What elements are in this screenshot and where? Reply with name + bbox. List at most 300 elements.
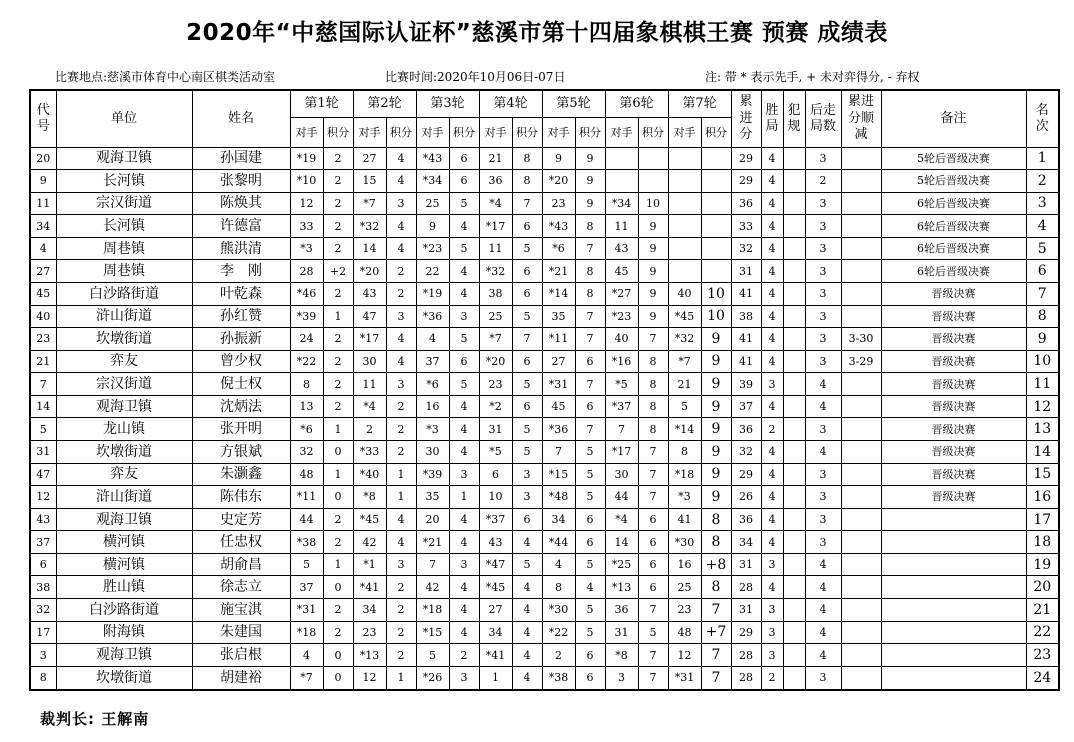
round-3-opponent: *26 bbox=[416, 666, 449, 690]
player-code: 34 bbox=[30, 215, 56, 238]
table-row bbox=[30, 486, 1059, 509]
round-5-opponent: 2 bbox=[542, 644, 575, 667]
round-3-points: 2 bbox=[449, 644, 479, 667]
round-5-points: 6 bbox=[575, 666, 605, 690]
second-move-count: 4 bbox=[805, 644, 841, 667]
round-3-points: 4 bbox=[449, 418, 479, 441]
fouls-count bbox=[783, 621, 805, 644]
round-3-opponent: 25 bbox=[416, 192, 449, 215]
round-4-opponent: *5 bbox=[479, 441, 512, 464]
round-4-points: 8 bbox=[512, 147, 542, 170]
round-7-opponent: 41 bbox=[668, 508, 701, 531]
order-reduction: 3-29 bbox=[841, 350, 881, 373]
player-code: 32 bbox=[30, 599, 56, 622]
rank: 11 bbox=[1026, 373, 1059, 396]
header-round-7: 第7轮 bbox=[668, 90, 731, 117]
round-4-points: 3 bbox=[512, 463, 542, 486]
round-1-opponent: *18 bbox=[290, 621, 323, 644]
player-name: 叶乾森 bbox=[192, 282, 290, 305]
round-1-opponent: *19 bbox=[290, 147, 323, 170]
round-3-points: 1 bbox=[449, 486, 479, 509]
cumulative-score: 36 bbox=[731, 192, 761, 215]
round-2-opponent: *32 bbox=[353, 215, 386, 238]
round-1-opponent: *46 bbox=[290, 282, 323, 305]
round-5-opponent: *15 bbox=[542, 463, 575, 486]
round-3-opponent: *3 bbox=[416, 418, 449, 441]
remark: 晋级决赛 bbox=[881, 486, 1026, 509]
legend-note: 注: 带 * 表示先手, + 未对弈得分, - 弃权 bbox=[705, 70, 920, 84]
round-4-opponent: 31 bbox=[479, 418, 512, 441]
round-1-opponent: *3 bbox=[290, 237, 323, 260]
cumulative-score: 36 bbox=[731, 418, 761, 441]
round-1-points: 2 bbox=[323, 395, 353, 418]
round-4-points: 4 bbox=[512, 666, 542, 690]
round-3-points: 4 bbox=[449, 260, 479, 283]
round-3-points: 4 bbox=[449, 531, 479, 554]
round-3-points: 4 bbox=[449, 395, 479, 418]
player-unit: 周巷镇 bbox=[56, 237, 192, 260]
player-unit: 长河镇 bbox=[56, 170, 192, 193]
round-5-points: 7 bbox=[575, 373, 605, 396]
round-1-points: 2 bbox=[323, 170, 353, 193]
header-opponent: 对手 bbox=[605, 117, 638, 147]
remark bbox=[881, 599, 1026, 622]
player-code: 3 bbox=[30, 644, 56, 667]
round-2-points: 4 bbox=[386, 215, 416, 238]
table-row bbox=[30, 147, 1059, 170]
round-2-points: 4 bbox=[386, 147, 416, 170]
wins-count: 4 bbox=[761, 305, 783, 328]
table-row bbox=[30, 576, 1059, 599]
round-2-opponent: *13 bbox=[353, 644, 386, 667]
round-4-points: 5 bbox=[512, 418, 542, 441]
cumulative-score: 28 bbox=[731, 576, 761, 599]
player-name: 孙国建 bbox=[192, 147, 290, 170]
round-6-opponent: *37 bbox=[605, 395, 638, 418]
results-table bbox=[29, 89, 1060, 691]
player-name: 张开明 bbox=[192, 418, 290, 441]
player-code: 38 bbox=[30, 576, 56, 599]
second-move-count: 3 bbox=[805, 350, 841, 373]
round-1-points: 2 bbox=[323, 328, 353, 351]
table-row bbox=[30, 215, 1059, 238]
round-4-opponent: *20 bbox=[479, 350, 512, 373]
round-1-opponent: 5 bbox=[290, 553, 323, 576]
round-5-points: 6 bbox=[575, 531, 605, 554]
remark: 晋级决赛 bbox=[881, 305, 1026, 328]
round-4-points: 6 bbox=[512, 350, 542, 373]
round-2-opponent: 23 bbox=[353, 621, 386, 644]
fouls-count bbox=[783, 192, 805, 215]
second-move-count: 3 bbox=[805, 508, 841, 531]
round-1-opponent: *39 bbox=[290, 305, 323, 328]
round-7-points: 10 bbox=[701, 305, 731, 328]
remark: 晋级决赛 bbox=[881, 350, 1026, 373]
round-1-points: 2 bbox=[323, 350, 353, 373]
table-row bbox=[30, 418, 1059, 441]
round-3-points: 4 bbox=[449, 599, 479, 622]
round-6-points: 6 bbox=[638, 531, 668, 554]
order-reduction bbox=[841, 418, 881, 441]
round-6-points bbox=[638, 147, 668, 170]
round-5-points: 4 bbox=[575, 576, 605, 599]
chief-judge: 裁判长: 王解南 bbox=[40, 710, 150, 728]
round-5-points: 6 bbox=[575, 644, 605, 667]
round-6-opponent: *5 bbox=[605, 373, 638, 396]
round-1-points: 2 bbox=[323, 282, 353, 305]
round-6-points: 6 bbox=[638, 553, 668, 576]
round-5-opponent: 9 bbox=[542, 147, 575, 170]
cumulative-score: 38 bbox=[731, 305, 761, 328]
table-row bbox=[30, 463, 1059, 486]
round-7-points: 8 bbox=[701, 531, 731, 554]
round-7-points bbox=[701, 260, 731, 283]
round-7-points: 9 bbox=[701, 328, 731, 351]
second-move-count: 4 bbox=[805, 373, 841, 396]
player-unit: 坎墩街道 bbox=[56, 441, 192, 464]
page-title: 2020年“中慈国际认证杯”慈溪市第十四届象棋棋王赛 预赛 成绩表 bbox=[186, 20, 888, 46]
cumulative-score: 31 bbox=[731, 599, 761, 622]
order-reduction bbox=[841, 215, 881, 238]
fouls-count bbox=[783, 237, 805, 260]
player-name: 孙红赞 bbox=[192, 305, 290, 328]
round-4-opponent: 21 bbox=[479, 147, 512, 170]
player-code: 17 bbox=[30, 621, 56, 644]
cumulative-score: 28 bbox=[731, 644, 761, 667]
second-move-count: 3 bbox=[805, 305, 841, 328]
round-5-opponent: 27 bbox=[542, 350, 575, 373]
order-reduction bbox=[841, 553, 881, 576]
round-1-opponent: 44 bbox=[290, 508, 323, 531]
fouls-count bbox=[783, 508, 805, 531]
round-4-opponent: 36 bbox=[479, 170, 512, 193]
round-4-points: 5 bbox=[512, 237, 542, 260]
order-reduction bbox=[841, 170, 881, 193]
round-3-opponent: 37 bbox=[416, 350, 449, 373]
header-points: 积分 bbox=[701, 117, 731, 147]
fouls-count bbox=[783, 666, 805, 690]
wins-count: 4 bbox=[761, 215, 783, 238]
cumulative-score: 37 bbox=[731, 395, 761, 418]
order-reduction bbox=[841, 576, 881, 599]
second-move-count: 3 bbox=[805, 237, 841, 260]
round-6-opponent: 31 bbox=[605, 621, 638, 644]
rank: 23 bbox=[1026, 644, 1059, 667]
round-4-opponent: *32 bbox=[479, 260, 512, 283]
wins-count: 2 bbox=[761, 418, 783, 441]
round-3-opponent: *6 bbox=[416, 373, 449, 396]
round-7-points: 9 bbox=[701, 350, 731, 373]
round-5-points: 9 bbox=[575, 170, 605, 193]
player-name: 沈炳法 bbox=[192, 395, 290, 418]
round-3-opponent: 22 bbox=[416, 260, 449, 283]
fouls-count bbox=[783, 147, 805, 170]
table-row bbox=[30, 441, 1059, 464]
round-3-points: 4 bbox=[449, 576, 479, 599]
cumulative-score: 33 bbox=[731, 215, 761, 238]
round-1-opponent: 48 bbox=[290, 463, 323, 486]
round-7-opponent: *7 bbox=[668, 350, 701, 373]
header-code: 代号 bbox=[30, 90, 56, 147]
round-4-points: 6 bbox=[512, 260, 542, 283]
round-6-opponent: 40 bbox=[605, 328, 638, 351]
round-5-points: 5 bbox=[575, 621, 605, 644]
table-row bbox=[30, 350, 1059, 373]
player-unit: 观海卫镇 bbox=[56, 508, 192, 531]
player-name: 施宝淇 bbox=[192, 599, 290, 622]
player-name: 孙振新 bbox=[192, 328, 290, 351]
player-unit: 龙山镇 bbox=[56, 418, 192, 441]
remark bbox=[881, 553, 1026, 576]
round-2-points: 3 bbox=[386, 373, 416, 396]
round-4-opponent: 10 bbox=[479, 486, 512, 509]
round-6-opponent: *8 bbox=[605, 644, 638, 667]
round-4-points: 6 bbox=[512, 282, 542, 305]
round-7-opponent: 8 bbox=[668, 441, 701, 464]
round-4-opponent: 38 bbox=[479, 282, 512, 305]
round-3-opponent: 4 bbox=[416, 328, 449, 351]
remark bbox=[881, 508, 1026, 531]
player-code: 45 bbox=[30, 282, 56, 305]
round-5-opponent: *20 bbox=[542, 170, 575, 193]
order-reduction bbox=[841, 463, 881, 486]
player-unit: 浒山街道 bbox=[56, 486, 192, 509]
fouls-count bbox=[783, 463, 805, 486]
remark: 6轮后晋级决赛 bbox=[881, 215, 1026, 238]
second-move-count: 3 bbox=[805, 260, 841, 283]
round-6-opponent: *23 bbox=[605, 305, 638, 328]
cumulative-score: 34 bbox=[731, 531, 761, 554]
round-1-points: 1 bbox=[323, 305, 353, 328]
round-5-points: 5 bbox=[575, 486, 605, 509]
round-4-opponent: *45 bbox=[479, 576, 512, 599]
fouls-count bbox=[783, 305, 805, 328]
round-1-points: 1 bbox=[323, 463, 353, 486]
round-7-opponent: 5 bbox=[668, 395, 701, 418]
second-move-count: 3 bbox=[805, 531, 841, 554]
fouls-count bbox=[783, 395, 805, 418]
cumulative-score: 26 bbox=[731, 486, 761, 509]
round-2-opponent: 30 bbox=[353, 350, 386, 373]
wins-count: 4 bbox=[761, 192, 783, 215]
player-unit: 观海卫镇 bbox=[56, 644, 192, 667]
round-6-opponent: *34 bbox=[605, 192, 638, 215]
second-move-count: 3 bbox=[805, 282, 841, 305]
round-2-opponent: 42 bbox=[353, 531, 386, 554]
round-1-points: 0 bbox=[323, 441, 353, 464]
player-unit: 弈友 bbox=[56, 463, 192, 486]
fouls-count bbox=[783, 553, 805, 576]
round-1-points: 2 bbox=[323, 215, 353, 238]
rank: 19 bbox=[1026, 553, 1059, 576]
round-6-points: 7 bbox=[638, 644, 668, 667]
round-5-points: 9 bbox=[575, 192, 605, 215]
player-unit: 宗汉街道 bbox=[56, 373, 192, 396]
remark: 6轮后晋级决赛 bbox=[881, 192, 1026, 215]
table-row bbox=[30, 508, 1059, 531]
round-1-opponent: *7 bbox=[290, 666, 323, 690]
round-6-points: 9 bbox=[638, 305, 668, 328]
round-1-opponent: *22 bbox=[290, 350, 323, 373]
table-row bbox=[30, 621, 1059, 644]
wins-count: 4 bbox=[761, 508, 783, 531]
table-row bbox=[30, 282, 1059, 305]
wins-count: 4 bbox=[761, 237, 783, 260]
time-info: 比赛时间:2020年10月06日-07日 bbox=[385, 70, 566, 84]
cumulative-score: 41 bbox=[731, 350, 761, 373]
round-5-opponent: 4 bbox=[542, 553, 575, 576]
round-4-points: 3 bbox=[512, 486, 542, 509]
round-7-points: 9 bbox=[701, 463, 731, 486]
header-remark: 备注 bbox=[881, 90, 1026, 147]
player-name: 许德富 bbox=[192, 215, 290, 238]
round-2-points: 1 bbox=[386, 666, 416, 690]
round-6-opponent: 3 bbox=[605, 666, 638, 690]
player-name: 陈焕其 bbox=[192, 192, 290, 215]
rank: 12 bbox=[1026, 395, 1059, 418]
order-reduction bbox=[841, 644, 881, 667]
table-row bbox=[30, 260, 1059, 283]
round-7-opponent bbox=[668, 170, 701, 193]
table-row bbox=[30, 192, 1059, 215]
second-move-count: 3 bbox=[805, 328, 841, 351]
round-5-opponent: 23 bbox=[542, 192, 575, 215]
round-4-opponent: 6 bbox=[479, 463, 512, 486]
order-reduction bbox=[841, 282, 881, 305]
rank: 20 bbox=[1026, 576, 1059, 599]
player-unit: 周巷镇 bbox=[56, 260, 192, 283]
round-5-points: 8 bbox=[575, 260, 605, 283]
round-5-points: 9 bbox=[575, 147, 605, 170]
player-code: 37 bbox=[30, 531, 56, 554]
round-4-opponent: 43 bbox=[479, 531, 512, 554]
remark: 5轮后晋级决赛 bbox=[881, 147, 1026, 170]
round-2-opponent: 47 bbox=[353, 305, 386, 328]
round-4-points: 6 bbox=[512, 508, 542, 531]
round-7-points bbox=[701, 192, 731, 215]
player-code: 21 bbox=[30, 350, 56, 373]
round-2-opponent: 15 bbox=[353, 170, 386, 193]
round-4-points: 5 bbox=[512, 373, 542, 396]
round-3-points: 4 bbox=[449, 282, 479, 305]
round-7-points: 9 bbox=[701, 441, 731, 464]
round-2-opponent: *17 bbox=[353, 328, 386, 351]
table-row bbox=[30, 170, 1059, 193]
round-5-points: 6 bbox=[575, 395, 605, 418]
player-code: 43 bbox=[30, 508, 56, 531]
header-second-moves: 后走局数 bbox=[805, 90, 841, 147]
wins-count: 4 bbox=[761, 576, 783, 599]
player-code: 47 bbox=[30, 463, 56, 486]
round-7-opponent: *30 bbox=[668, 531, 701, 554]
round-6-points: 9 bbox=[638, 260, 668, 283]
round-6-opponent: 30 bbox=[605, 463, 638, 486]
player-name: 张黎明 bbox=[192, 170, 290, 193]
round-1-opponent: 4 bbox=[290, 644, 323, 667]
player-name: 胡俞昌 bbox=[192, 553, 290, 576]
second-move-count: 3 bbox=[805, 666, 841, 690]
header-points: 积分 bbox=[575, 117, 605, 147]
round-3-points: 5 bbox=[449, 192, 479, 215]
round-1-opponent: 32 bbox=[290, 441, 323, 464]
rank: 22 bbox=[1026, 621, 1059, 644]
round-3-points: 4 bbox=[449, 621, 479, 644]
round-4-points: 5 bbox=[512, 441, 542, 464]
header-name: 姓名 bbox=[192, 90, 290, 147]
round-7-points: +7 bbox=[701, 621, 731, 644]
round-7-points: 9 bbox=[701, 395, 731, 418]
second-move-count: 4 bbox=[805, 599, 841, 622]
round-3-points: 4 bbox=[449, 215, 479, 238]
round-7-points bbox=[701, 147, 731, 170]
remark bbox=[881, 531, 1026, 554]
round-7-opponent: 21 bbox=[668, 373, 701, 396]
fouls-count bbox=[783, 350, 805, 373]
second-move-count: 3 bbox=[805, 486, 841, 509]
round-6-points: 9 bbox=[638, 215, 668, 238]
round-3-points: 6 bbox=[449, 170, 479, 193]
round-2-points: 4 bbox=[386, 237, 416, 260]
rank: 24 bbox=[1026, 666, 1059, 690]
wins-count: 2 bbox=[761, 666, 783, 690]
second-move-count: 4 bbox=[805, 553, 841, 576]
round-5-opponent: *11 bbox=[542, 328, 575, 351]
round-3-opponent: 42 bbox=[416, 576, 449, 599]
round-4-points: 4 bbox=[512, 599, 542, 622]
cumulative-score: 29 bbox=[731, 463, 761, 486]
order-reduction bbox=[841, 147, 881, 170]
header-opponent: 对手 bbox=[416, 117, 449, 147]
second-move-count: 3 bbox=[805, 147, 841, 170]
round-6-opponent bbox=[605, 170, 638, 193]
round-1-points: 0 bbox=[323, 486, 353, 509]
round-5-opponent: 45 bbox=[542, 395, 575, 418]
round-7-opponent bbox=[668, 147, 701, 170]
player-name: 朱建国 bbox=[192, 621, 290, 644]
round-2-opponent: *41 bbox=[353, 576, 386, 599]
second-move-count: 3 bbox=[805, 418, 841, 441]
round-6-opponent: 11 bbox=[605, 215, 638, 238]
round-3-opponent: 35 bbox=[416, 486, 449, 509]
round-6-opponent: *25 bbox=[605, 553, 638, 576]
player-name: 方银斌 bbox=[192, 441, 290, 464]
round-4-opponent: 1 bbox=[479, 666, 512, 690]
round-6-points: 7 bbox=[638, 463, 668, 486]
table-row bbox=[30, 305, 1059, 328]
round-1-points: 2 bbox=[323, 373, 353, 396]
round-3-points: 5 bbox=[449, 373, 479, 396]
round-5-opponent: *14 bbox=[542, 282, 575, 305]
fouls-count bbox=[783, 328, 805, 351]
cumulative-score: 29 bbox=[731, 621, 761, 644]
wins-count: 3 bbox=[761, 644, 783, 667]
round-3-opponent: *19 bbox=[416, 282, 449, 305]
round-4-opponent: 34 bbox=[479, 621, 512, 644]
round-3-opponent: *18 bbox=[416, 599, 449, 622]
table-row bbox=[30, 373, 1059, 396]
round-3-points: 5 bbox=[449, 237, 479, 260]
round-3-points: 6 bbox=[449, 350, 479, 373]
header-points: 积分 bbox=[512, 117, 542, 147]
round-1-opponent: *11 bbox=[290, 486, 323, 509]
player-name: 朱灏鑫 bbox=[192, 463, 290, 486]
player-name: 李 刚 bbox=[192, 260, 290, 283]
wins-count: 4 bbox=[761, 531, 783, 554]
rank: 2 bbox=[1026, 170, 1059, 193]
round-1-points: 2 bbox=[323, 531, 353, 554]
player-unit: 坎墩街道 bbox=[56, 666, 192, 690]
table-row bbox=[30, 395, 1059, 418]
